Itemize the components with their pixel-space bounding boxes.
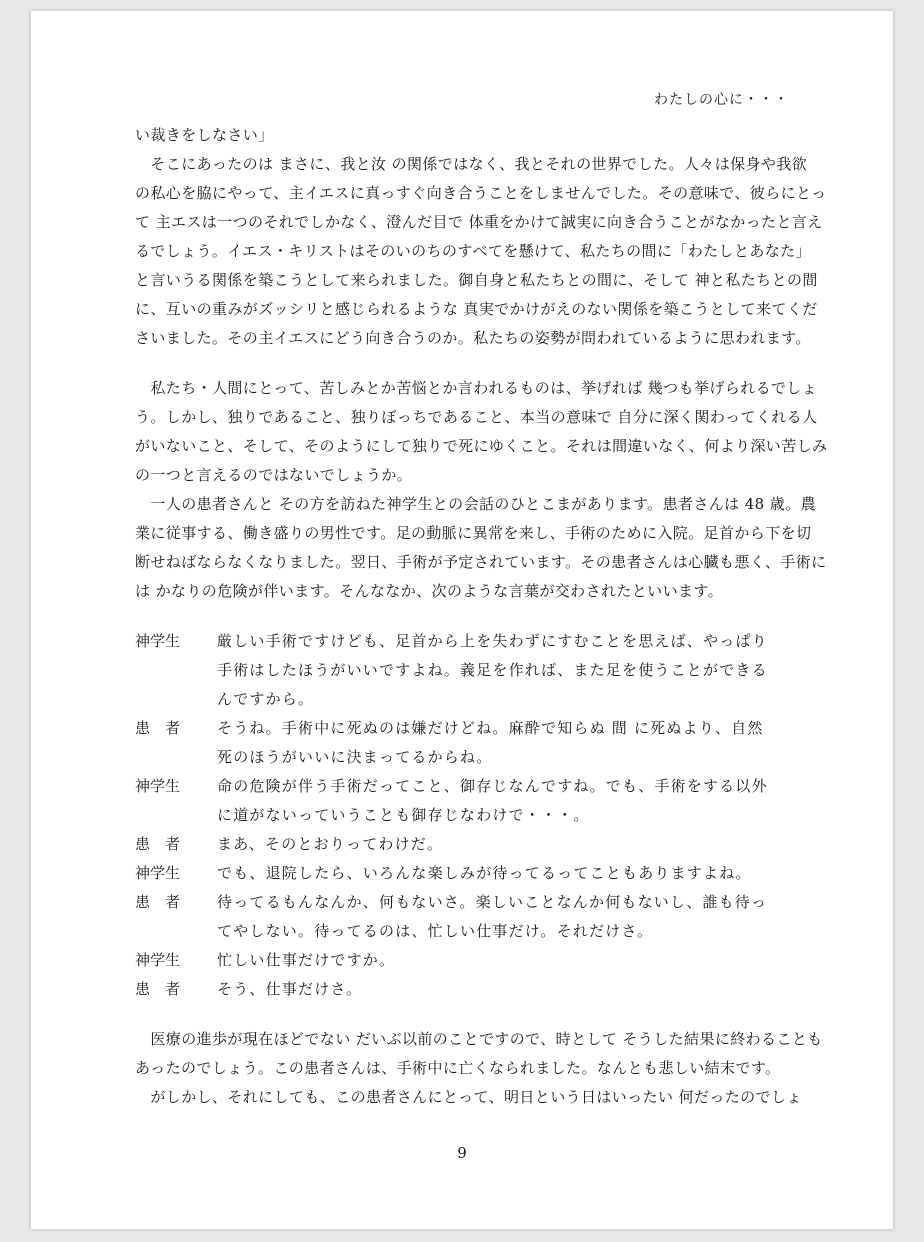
body-text [135, 121, 828, 1112]
speech-text [217, 772, 793, 830]
paragraph-2 [135, 374, 828, 490]
dialogue-entry [135, 830, 793, 859]
speech-line: そう、仕事だけさ。 [217, 980, 363, 998]
speaker-label: 患 者 [135, 719, 181, 737]
speech-line: てやしない。待ってるのは、忙しい仕事だけ。それだけさ。 [217, 922, 654, 940]
dialogue-entry [135, 975, 793, 1004]
text-line: あったのでしょう。この患者さんは、手術中に亡くなられました。なんとも悲しい結末です。 [135, 1059, 781, 1077]
dialogue-entry [135, 859, 793, 888]
speech-text [217, 830, 793, 859]
speech-line: 命の危険が伴う手術だってこと、御存じなんですね。でも、手術をする以外 [217, 777, 768, 795]
running-head-title: わたしの心に・・・ [654, 92, 789, 108]
dialogue-entry [135, 888, 793, 946]
dialogue-block [135, 627, 793, 1004]
text-line: の一つと言えるのではないでしょうか。 [135, 466, 413, 484]
speech-text [217, 975, 793, 1004]
text-line: に、互いの重みがズッシリと感じられるような 真実でかけがえのない関係を築こうとして来てくだ [135, 300, 818, 318]
page-number: 9 [457, 1144, 467, 1162]
speech-line: 手術はしたほうがいいですよね。義足を作れば、また足を使うことができる [217, 661, 768, 679]
text-line: 断せねばならなくなりました。翌日、手術が予定されています。その患者さんは心臓も悪く、手術に [135, 553, 827, 571]
text-line: い裁きをしなさい」 [135, 126, 274, 144]
text-line: そこにあったのは まさに、我と汝 の関係ではなく、我とそれの世界でした。人々は保身や我欲 [135, 155, 808, 173]
paragraph-1 [135, 121, 827, 353]
speech-line: 忙しい仕事だけですか。 [217, 951, 396, 969]
text-line: 医療の進歩が現在ほどでない だいぶ以前のことですので、時として そうした結果に終わることも [135, 1030, 823, 1048]
speaker-label: 神学生 [135, 777, 181, 795]
speech-line: 厳しい手術ですけども、足首から上を失わずにすむことを思えば、やっぱり [217, 632, 768, 650]
speech-text [217, 714, 793, 772]
speaker-label: 神学生 [135, 632, 181, 650]
text-line: がしかし、それにしても、この患者さんにとって、明日という日はいったい 何だったのでしょ [135, 1088, 802, 1106]
speech-text [217, 627, 793, 714]
dialogue-entry [135, 627, 793, 714]
text-line: う。しかし、独りであること、独りぼっちであること、本当の意味で 自分に深く関わってくれる人 [135, 408, 818, 426]
paragraph-gap [135, 353, 793, 374]
text-line: て 主エスは一つのそれでしかなく、澄んだ目で 体重をかけて誠実に向き合うことがなかったと言え [135, 213, 823, 231]
speaker-label: 神学生 [135, 951, 181, 969]
speaker-label: 神学生 [135, 864, 181, 882]
speaker-label: 患 者 [135, 893, 181, 911]
document-page [31, 11, 893, 1229]
paragraph-4 [135, 1025, 823, 1112]
speech-line: 待ってるもんなんか、何もないさ。楽しいことなんか何もないし、誰も待っ [217, 893, 768, 911]
speech-line: に道がないっていうことも御存じなわけで・・・。 [217, 806, 590, 824]
dialogue-entry [135, 946, 793, 975]
text-line: の私心を脇にやって、主イエスに真っすぐ向き合うことをしませんでした。その意味で、彼らにとっ [135, 184, 827, 202]
text-line: 業に従事する、働き盛りの男性です。足の動脈に異常を来し、手術のために入院。足首から下を切 [135, 524, 812, 542]
text-line: がいないこと、そして、そのようにして独りで死にゆくこと。それは間違いなく、何より深い苦しみ [135, 437, 828, 455]
speech-text [217, 888, 793, 946]
speech-line: まあ、そのとおりってわけだ。 [217, 835, 444, 853]
speech-text [217, 859, 793, 888]
text-line: 一人の患者さんと その方を訪ねた神学生との会話のひとこまがあります。患者さんは 48 歳。農 [135, 495, 816, 513]
speech-line: 死のほうがいいに決まってるからね。 [217, 748, 493, 766]
speaker-label: 患 者 [135, 980, 181, 998]
speech-text [217, 946, 793, 975]
speaker-label: 患 者 [135, 835, 181, 853]
paragraph-gap [135, 606, 793, 627]
speech-line: そうね。手術中に死ぬのは嫌だけどね。麻酔で知らぬ 間 に死ぬより、自然 [217, 719, 764, 737]
text-line: 私たち・人間にとって、苦しみとか苦悩とか言われるものは、挙げれば 幾つも挙げられるでしょ [135, 379, 818, 397]
paragraph-3 [135, 490, 827, 606]
text-line: るでしょう。イエス・キリストはそのいのちのすべてを懸けて、私たちの間に「わたしとあなた」 [135, 242, 811, 260]
text-line: は かなりの危険が伴います。そんななか、次のような言葉が交わされたといいます。 [135, 582, 723, 600]
dialogue-entry [135, 772, 793, 830]
speech-line: でも、退院したら、いろんな楽しみが待ってるってこともありますよね。 [217, 864, 752, 882]
text-line: と言いうる関係を築こうとして来られました。御自身と私たちとの間に、そして 神と私たちとの間 [135, 271, 818, 289]
paragraph-gap [135, 1004, 793, 1025]
dialogue-entry [135, 714, 793, 772]
speech-line: んですから。 [217, 690, 315, 708]
text-line: さいました。その主イエスにどう向き合うのか。私たちの姿勢が問われているように思われます。 [135, 329, 811, 347]
